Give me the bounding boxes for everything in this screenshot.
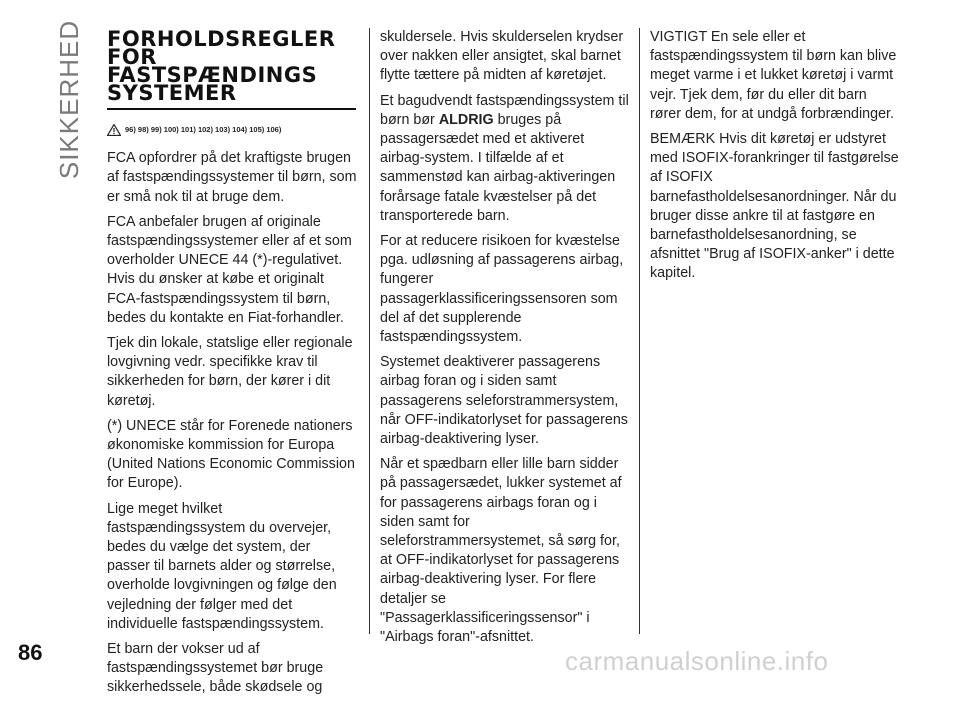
heading-line: FASTSPÆNDINGS xyxy=(107,63,318,87)
paragraph: Tjek din lokale, statslige eller regionale lovgivning vedr. specifikke krav til sikkerheden for børn, der kører i dit køretøj. xyxy=(107,335,353,409)
paragraph: For at reducere risikoen for kvæstelse pga. udløsning af passagerens airbag, fungerer passagerklassificeringssensoren som del af det supplerende fastspændingssystem. xyxy=(380,233,624,346)
heading-line: SYSTEMER xyxy=(107,81,237,105)
page-number: 86 xyxy=(18,640,43,665)
warning-refs-text: 96) 98) 99) 100) 101) 102) 103) 104) 105) 106) xyxy=(125,125,282,134)
heading-line: FORHOLDSREGLER xyxy=(107,27,336,51)
paragraph: VIGTIGT En sele eller et fastspændingssystem til børn kan blive meget varme i et lukket køretøj i varmt vejr. Tjek dem, før du eller dit barn rører dem, for at undgå forbrændinger. xyxy=(650,29,897,122)
paragraph: (*) UNECE står for Forenede nationers økonomiske kommission for Europa (United Nations Economic Commission for Europe). xyxy=(107,417,355,492)
paragraph: Lige meget hvilket fastspændingssystem du overvejer, bedes du vælge det system, der passer til barnets alder og størrelse, overholde lovgivningen og følge den vejledning der følger med det individuelle fastspændingssystem. xyxy=(107,500,337,632)
paragraph xyxy=(380,92,630,226)
column-1 xyxy=(107,27,357,704)
column-2 xyxy=(380,28,630,653)
warning-icon xyxy=(107,124,121,136)
paragraph: Systemet deaktiverer passagerens airbag foran og i siden samt passagerens seleforstrammersystem, når OFF-indikatorlyset for passagerens airbag-deaktivering lyser. xyxy=(380,354,628,448)
column-3 xyxy=(650,28,900,290)
paragraph: FCA opfordrer på det kraftigste brugen af fastspændingssystemer til børn, som er små nok til at bruge dem. xyxy=(107,150,357,205)
heading-rule xyxy=(107,108,356,110)
paragraph-text: bruges på passagersædet med et aktiveret airbag-system. I tilfælde af et sammenstød kan airbag-aktiveringen forårsage fatale kvæstelser på det transporterede barn. xyxy=(380,111,616,224)
emphasis-text: ALDRIG xyxy=(438,111,494,128)
paragraph-text: Et bagudvendt fastspændingssystem til børn bør xyxy=(380,92,629,128)
column-divider xyxy=(639,28,640,634)
paragraph: Et barn der vokser ud af fastspændingssystemet bør bruge sikkerhedssele, både skødsele og xyxy=(107,641,324,696)
section-tab xyxy=(50,19,90,179)
column-divider xyxy=(369,28,370,634)
section-tab-label: SIKKERHED xyxy=(54,19,85,179)
paragraph: skuldersele. Hvis skulderselen krydser over nakken eller ansigtet, skal barnet flytte tættere på midten af køretøjet. xyxy=(380,29,624,84)
watermark: carmanualsonline.info xyxy=(565,646,829,676)
paragraph: Når et spædbarn eller lille barn sidder på passagersædet, lukker systemet af for passagerens airbags foran og i siden samt for seleforstrammersystemet, så sørg for, at OFF-indikatorlyset for passagerens airbag-deaktivering lyser. For flere detaljer se "Passagerklassificeringssensor" i "Airbags foran"-afsnittet. xyxy=(380,456,622,646)
paragraph: FCA anbefaler brugen af originale fastspændingssystemer eller af et som overholder UNECE 44 (*)-regulativet. Hvis du ønsker at købe et originalt FCA-fastspændingssystem til børn, bedes du kontakte en Fiat-forhandler. xyxy=(107,213,352,326)
heading-line: FOR xyxy=(107,45,157,69)
section-heading xyxy=(107,27,357,105)
warning-references xyxy=(107,120,357,139)
paragraph: BEMÆRK Hvis dit køretøj er udstyret med ISOFIX-forankringer til fastgørelse af ISOFIX barnefastholdelsesanordninger. Når du bruger disse ankre til at fastgøre en barnefastholdelsesanordning, se afsnittet "Brug af ISOFIX-anker" i dette kapitel. xyxy=(650,131,899,282)
